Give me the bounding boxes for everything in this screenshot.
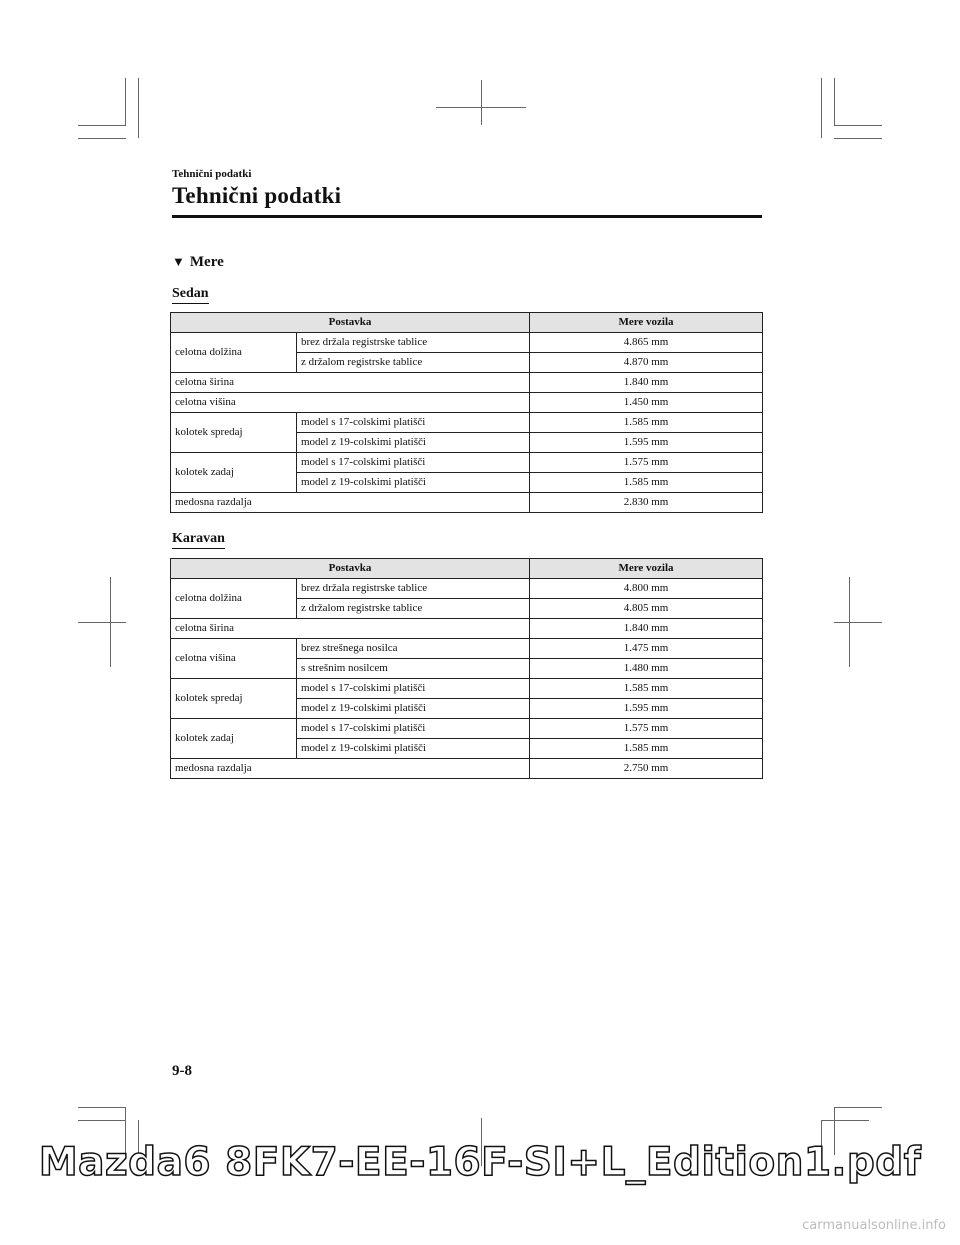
title-rule bbox=[172, 215, 762, 218]
table-row bbox=[171, 619, 763, 639]
row-subitem: z držalom registrske tablice bbox=[297, 353, 530, 373]
row-subitem: brez držala registrske tablice bbox=[297, 579, 530, 599]
pdf-filename-watermark: Mazda6 8FK7-EE-16F-SI+L_Edition1.pdf bbox=[38, 1140, 922, 1185]
col-header-value: Mere vozila bbox=[530, 559, 763, 579]
row-value: 4.865 mm bbox=[530, 333, 763, 353]
row-subitem: model s 17-colskimi platišči bbox=[297, 679, 530, 699]
page-title: Tehnični podatki bbox=[172, 183, 342, 208]
row-subitem: model s 17-colskimi platišči bbox=[297, 413, 530, 433]
col-header-item: Postavka bbox=[171, 559, 530, 579]
table-header-row bbox=[171, 313, 763, 333]
row-value: 1.575 mm bbox=[530, 453, 763, 473]
row-value: 4.800 mm bbox=[530, 579, 763, 599]
table-row bbox=[171, 759, 763, 779]
table-row bbox=[171, 493, 763, 513]
row-value: 1.585 mm bbox=[530, 739, 763, 759]
table-row bbox=[171, 719, 763, 739]
row-subitem: brez držala registrske tablice bbox=[297, 333, 530, 353]
row-subitem: s strešnim nosilcem bbox=[297, 659, 530, 679]
row-value: 1.840 mm bbox=[530, 619, 763, 639]
table-row bbox=[171, 679, 763, 699]
row-item: medosna razdalja bbox=[171, 493, 530, 513]
row-item: celotna višina bbox=[171, 639, 297, 679]
row-item: kolotek zadaj bbox=[171, 453, 297, 493]
row-value: 1.595 mm bbox=[530, 699, 763, 719]
row-subitem: model z 19-colskimi platišči bbox=[297, 739, 530, 759]
page-number: 9-8 bbox=[172, 1063, 192, 1079]
table-row bbox=[171, 453, 763, 473]
row-item: celotna širina bbox=[171, 619, 530, 639]
section-heading-mere bbox=[172, 254, 224, 271]
sedan-heading: Sedan bbox=[172, 286, 209, 304]
breadcrumb: Tehnični podatki bbox=[172, 168, 252, 180]
table-row bbox=[171, 333, 763, 353]
site-watermark: carmanualsonline.info bbox=[802, 1218, 946, 1233]
row-item: kolotek spredaj bbox=[171, 413, 297, 453]
sedan-table bbox=[170, 312, 763, 513]
table-row bbox=[171, 413, 763, 433]
row-value: 1.480 mm bbox=[530, 659, 763, 679]
row-value: 1.585 mm bbox=[530, 473, 763, 493]
row-value: 1.575 mm bbox=[530, 719, 763, 739]
row-value: 1.595 mm bbox=[530, 433, 763, 453]
table-row bbox=[171, 373, 763, 393]
karavan-heading: Karavan bbox=[172, 531, 225, 549]
row-subitem: brez strešnega nosilca bbox=[297, 639, 530, 659]
row-subitem: model z 19-colskimi platišči bbox=[297, 699, 530, 719]
row-subitem: model z 19-colskimi platišči bbox=[297, 473, 530, 493]
row-value: 1.585 mm bbox=[530, 679, 763, 699]
row-item: celotna višina bbox=[171, 393, 530, 413]
row-subitem: model z 19-colskimi platišči bbox=[297, 433, 530, 453]
table-row bbox=[171, 393, 763, 413]
table-row bbox=[171, 579, 763, 599]
table-header-row bbox=[171, 559, 763, 579]
row-value: 4.870 mm bbox=[530, 353, 763, 373]
row-value: 1.475 mm bbox=[530, 639, 763, 659]
row-item: celotna širina bbox=[171, 373, 530, 393]
row-item: kolotek zadaj bbox=[171, 719, 297, 759]
row-subitem: model s 17-colskimi platišči bbox=[297, 719, 530, 739]
row-value: 4.805 mm bbox=[530, 599, 763, 619]
row-item: celotna dolžina bbox=[171, 333, 297, 373]
row-item: kolotek spredaj bbox=[171, 679, 297, 719]
row-value: 2.830 mm bbox=[530, 493, 763, 513]
row-value: 2.750 mm bbox=[530, 759, 763, 779]
row-subitem: z držalom registrske tablice bbox=[297, 599, 530, 619]
table-row bbox=[171, 639, 763, 659]
row-subitem: model s 17-colskimi platišči bbox=[297, 453, 530, 473]
row-value: 1.585 mm bbox=[530, 413, 763, 433]
section-heading-label: Mere bbox=[189, 254, 224, 270]
col-header-value: Mere vozila bbox=[530, 313, 763, 333]
triangle-down-icon: ▼ bbox=[172, 254, 185, 269]
row-value: 1.840 mm bbox=[530, 373, 763, 393]
row-item: celotna dolžina bbox=[171, 579, 297, 619]
row-item: medosna razdalja bbox=[171, 759, 530, 779]
row-value: 1.450 mm bbox=[530, 393, 763, 413]
col-header-item: Postavka bbox=[171, 313, 530, 333]
karavan-table bbox=[170, 558, 763, 779]
